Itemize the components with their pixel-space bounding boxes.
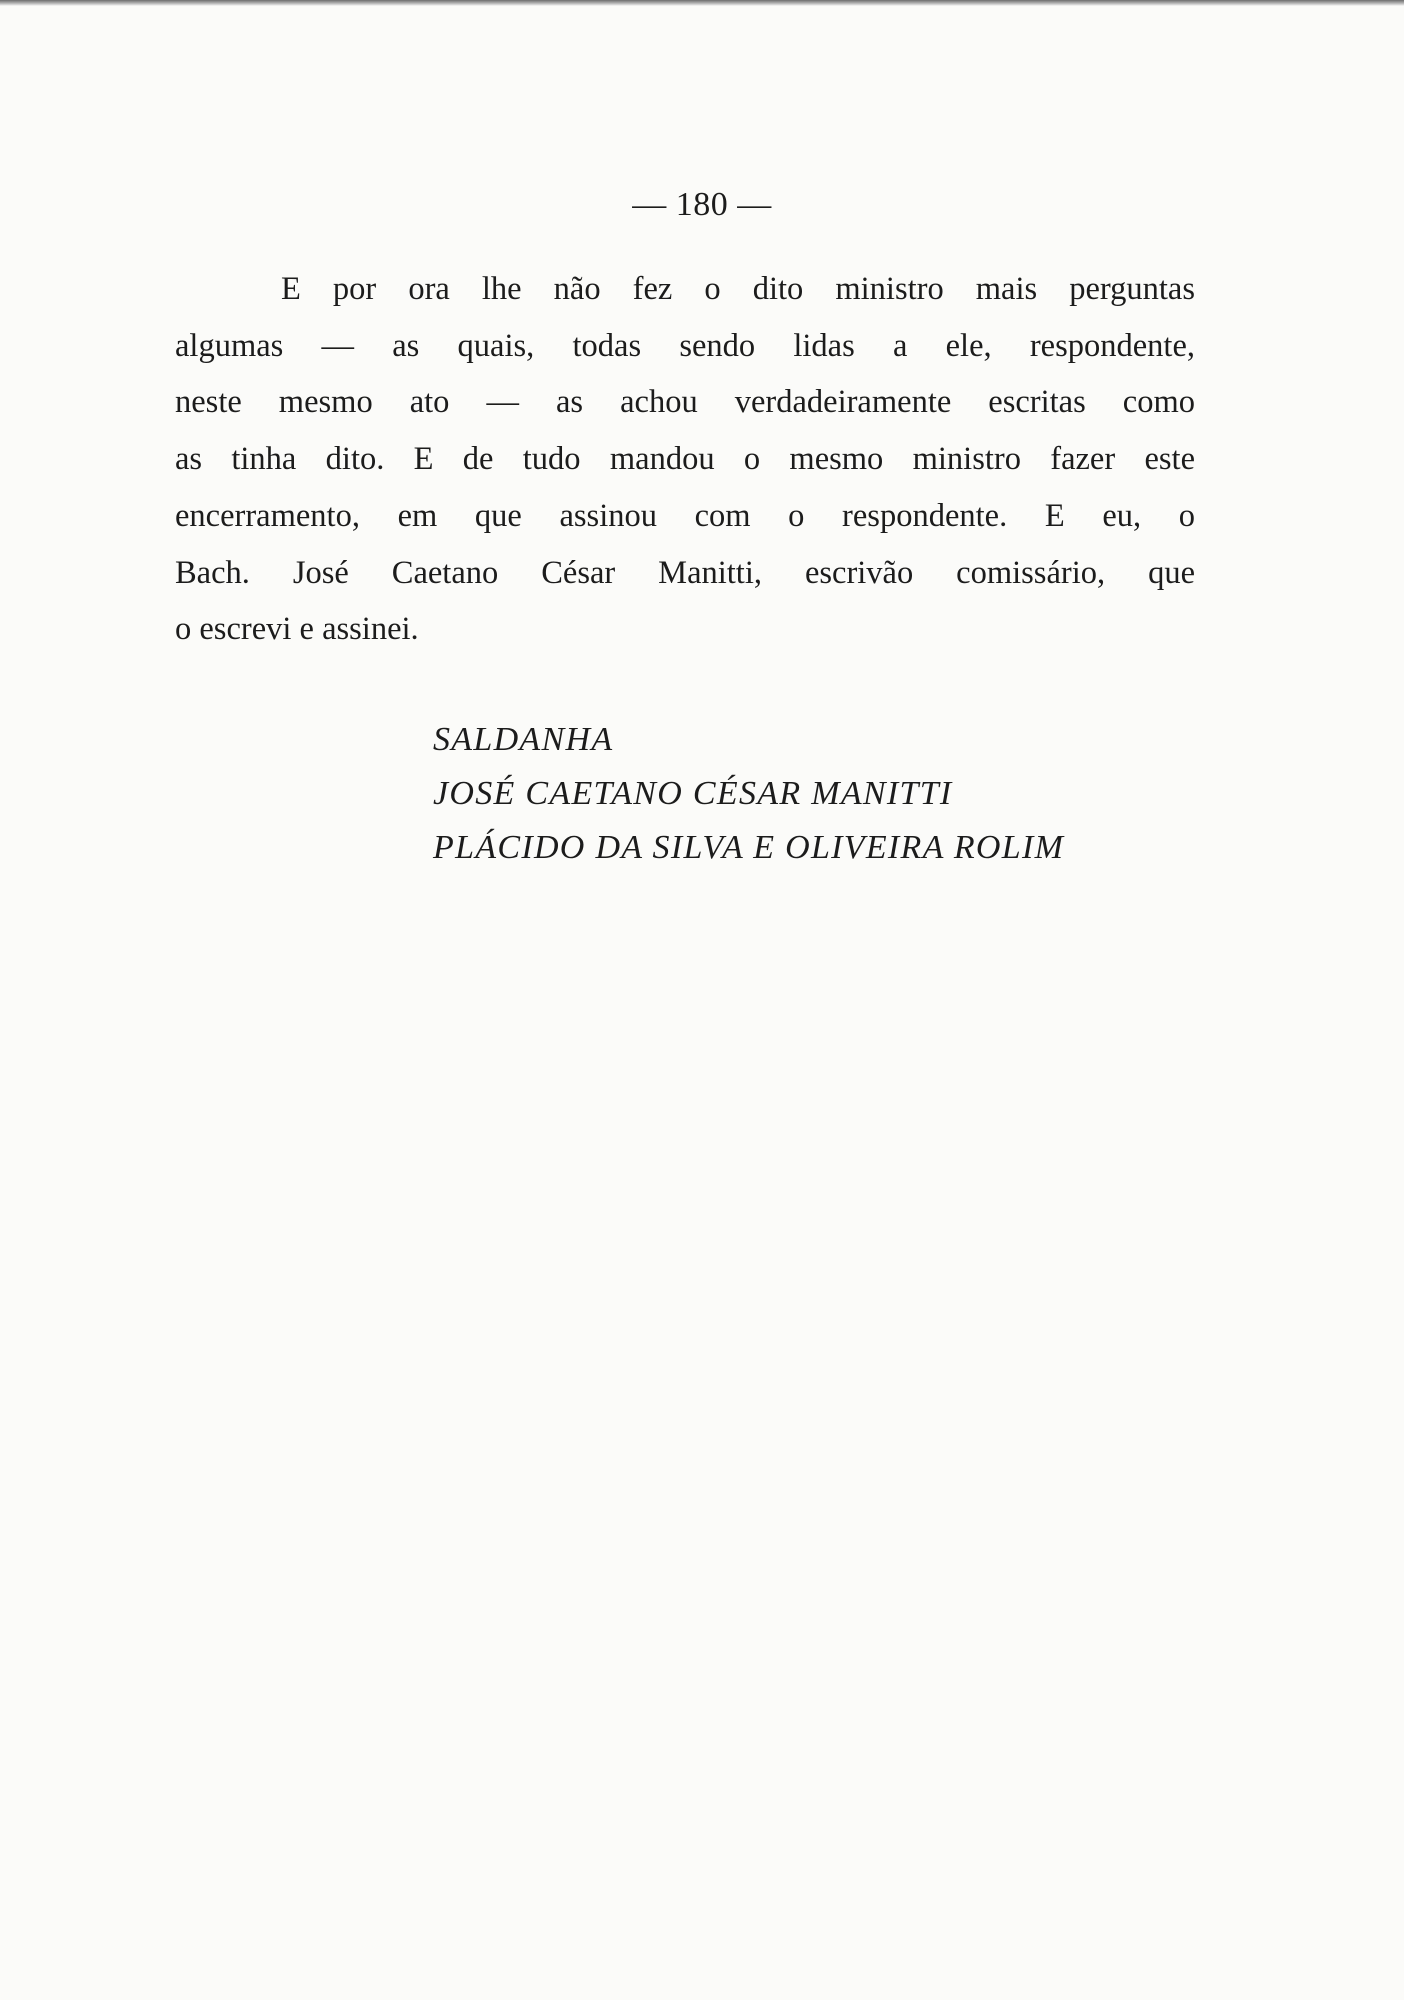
signature-name: JOSÉ CAETANO CÉSAR MANITTI: [433, 775, 953, 812]
body-line: algumas — as quais, todas sendo lidas a ele, respondente,: [175, 327, 1195, 364]
top-border-rule: [0, 0, 1404, 6]
signature-name: SALDANHA: [433, 721, 614, 758]
body-line: o escrevi e assinei.: [175, 611, 419, 648]
body-line: as tinha dito. E de tudo mandou o mesmo ministro fazer este: [175, 441, 1195, 478]
body-line: encerramento, em que assinou com o respondente. E eu, o: [175, 497, 1195, 534]
body-line: neste mesmo ato — as achou verdadeiramente escritas como: [175, 384, 1195, 421]
body-line: E por ora lhe não fez o dito ministro mais perguntas: [281, 271, 1195, 307]
signature-block: [433, 713, 1064, 875]
body-line: Bach. José Caetano César Manitti, escrivão comissário, que: [175, 554, 1195, 591]
page-number: — 180 —: [632, 186, 772, 223]
body-paragraph: [175, 261, 1195, 658]
signature-name: PLÁCIDO DA SILVA E OLIVEIRA ROLIM: [433, 829, 1065, 866]
